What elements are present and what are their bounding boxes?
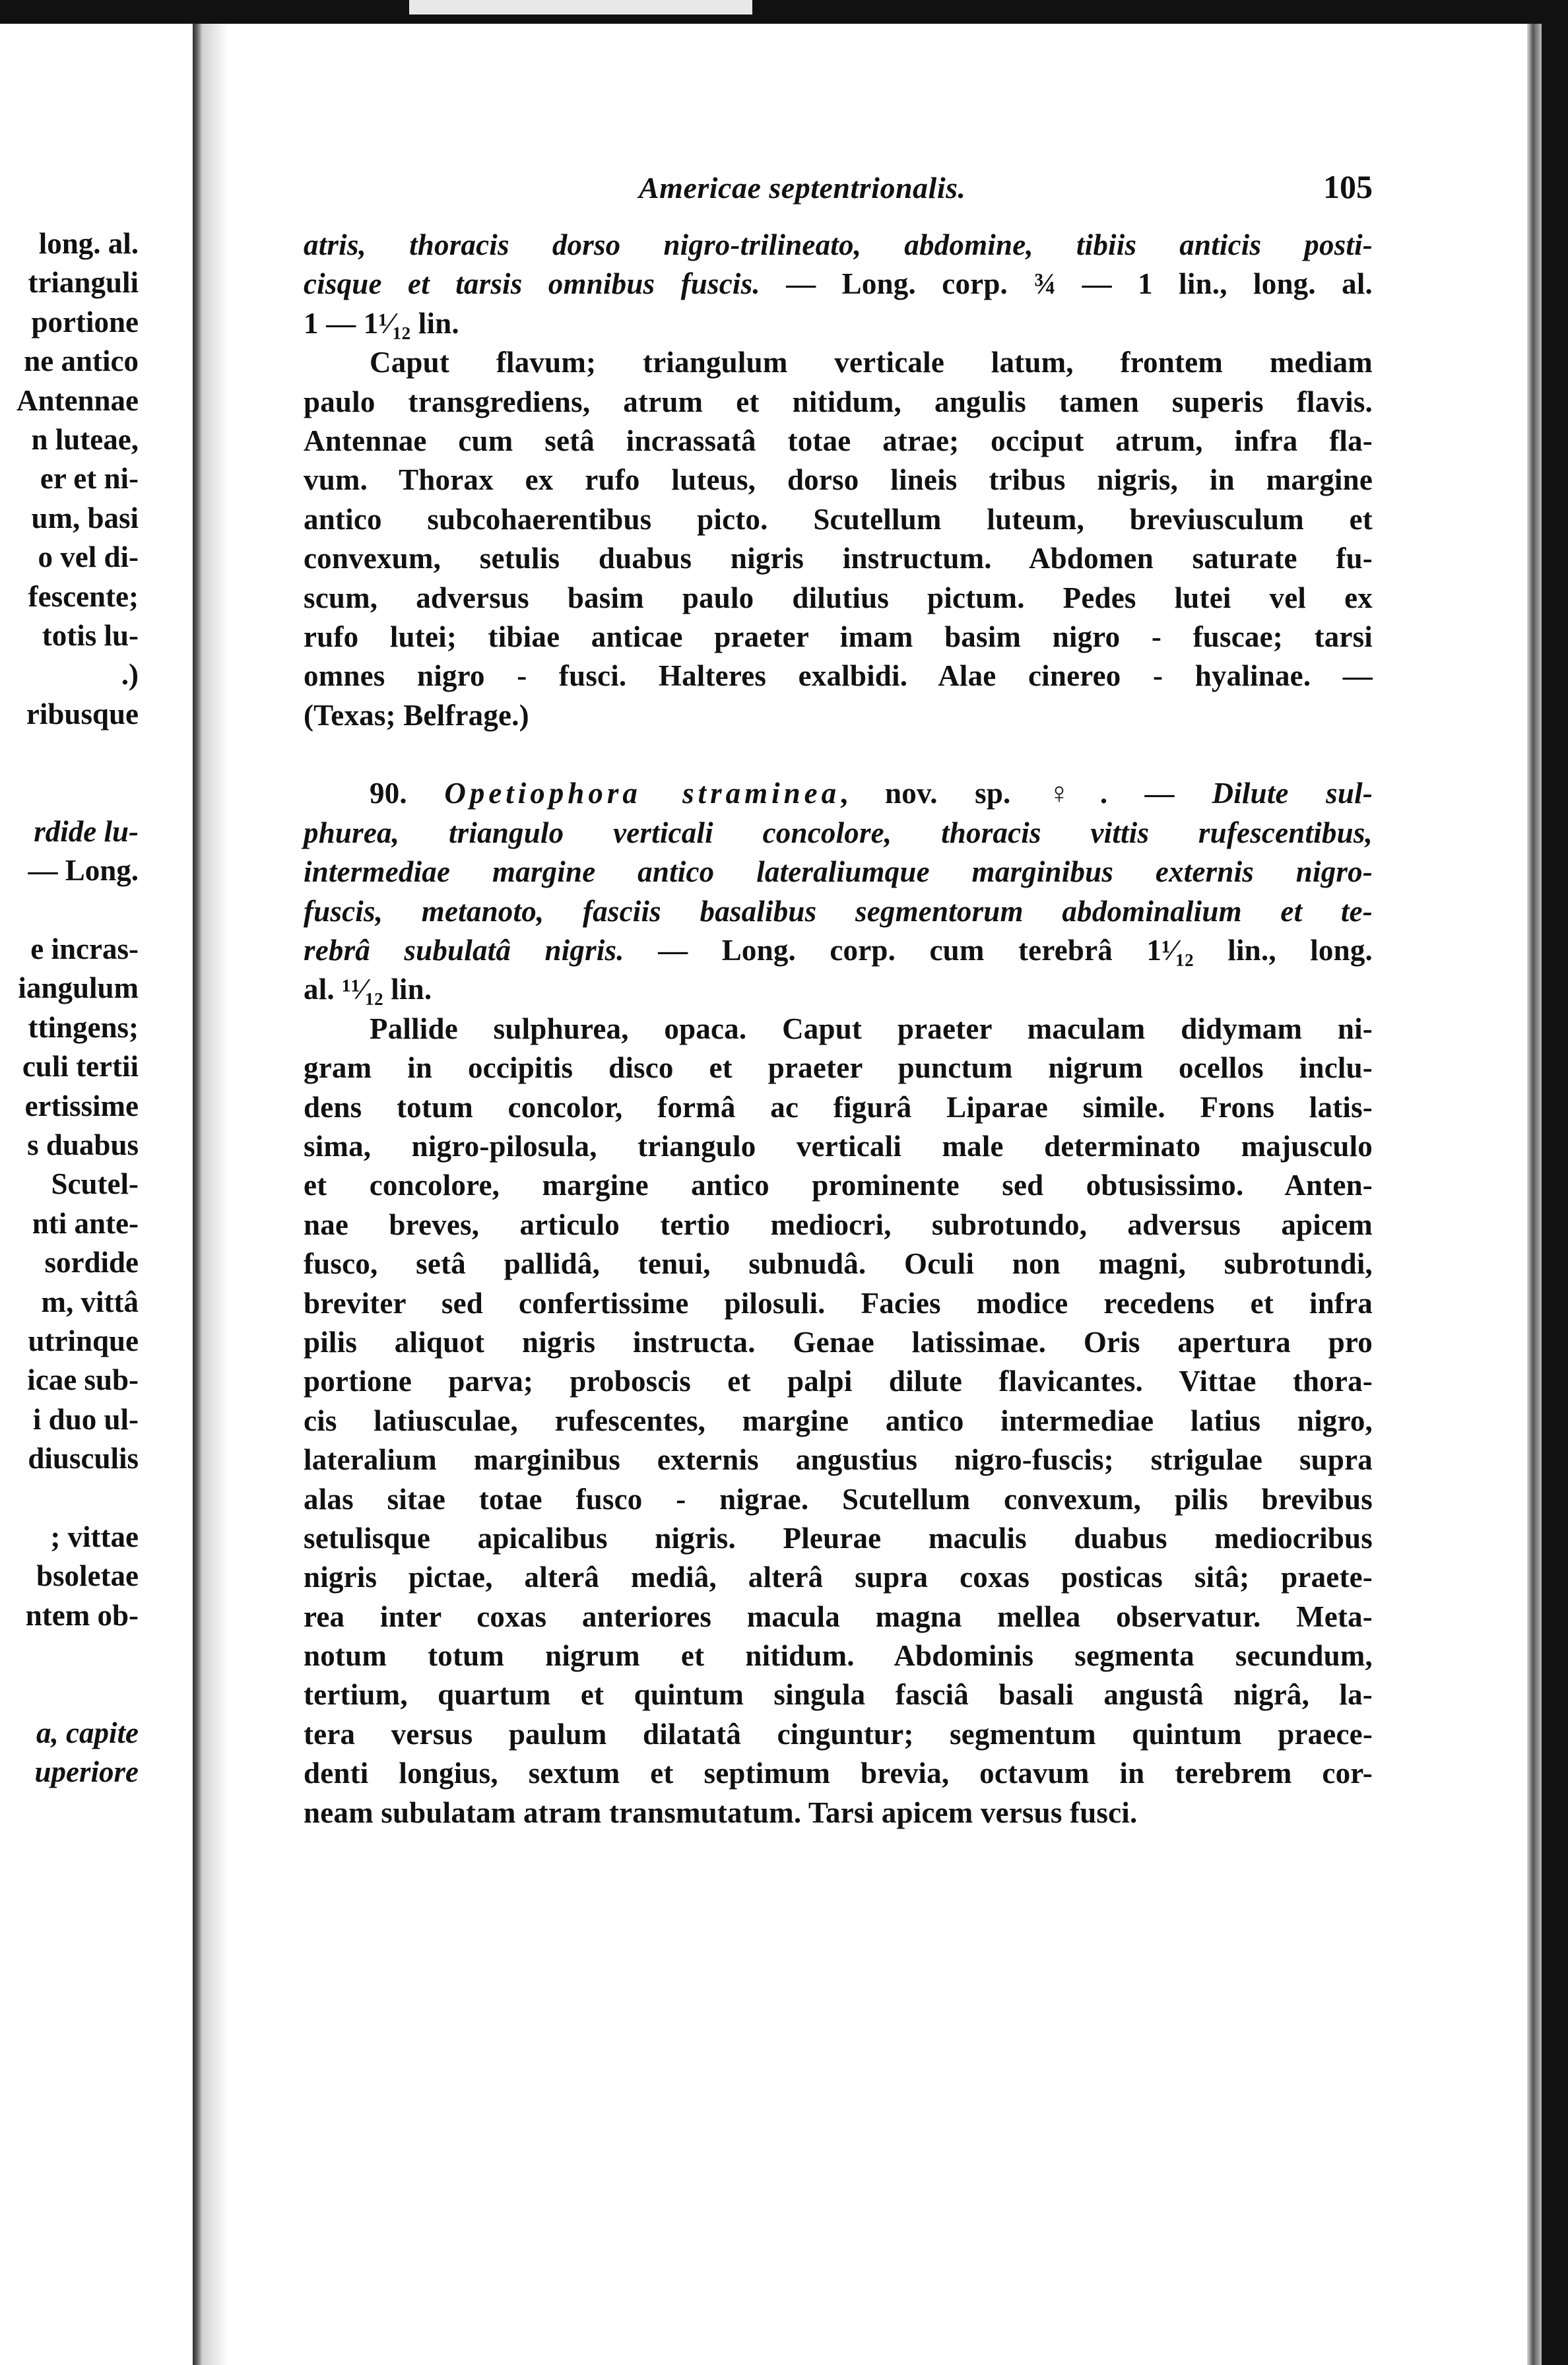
spine-shadow xyxy=(202,24,228,2365)
description-line: alas sitae totae fusco - nigrae. Scutellum convexum, pilis brevibus xyxy=(304,1482,1373,1516)
left-fragment-line: icae sub- xyxy=(27,1363,139,1397)
description-line: gram in occipitis disco et praeter punctum nigrum ocellos inclu- xyxy=(304,1051,1373,1085)
description-line: pilis aliquot nigris instructa. Genae latissimae. Oris apertura pro xyxy=(304,1325,1373,1359)
left-fragment-line: ttingens; xyxy=(28,1010,139,1044)
species-name: Opetiophora straminea xyxy=(444,777,841,810)
right-scan-border xyxy=(1542,0,1568,2365)
left-fragment-line: long. al. xyxy=(38,227,139,260)
species-heading xyxy=(304,774,1373,813)
page-number: 105 xyxy=(1323,168,1373,205)
description-line: omnes nigro - fusci. Halteres exalbidi. Alae cinereo - hyalinae. — xyxy=(304,659,1373,693)
page-right-edge xyxy=(1527,24,1542,2365)
diagnosis-line: atris, thoracis dorso nigro-trilineato, abdomine, tibiis anticis posti- xyxy=(304,228,1373,261)
left-fragment-line xyxy=(0,773,139,812)
left-fragment-line: sordide xyxy=(44,1246,139,1280)
description-line: Antennae cum setâ incrassatâ totae atrae; occiput atrum, infra fla- xyxy=(304,424,1373,457)
left-fragment-line: i duo ul- xyxy=(32,1402,139,1436)
left-fragment-line: s duabus xyxy=(27,1128,139,1161)
left-fragment-line: ertissime xyxy=(24,1089,139,1122)
description-line: neam subulatam atram transmutatum. Tarsi apicem versus fusci. xyxy=(304,1796,1138,1829)
left-fragment-line: uperiore xyxy=(34,1755,139,1789)
left-fragment-line: n luteae, xyxy=(31,422,139,456)
description-line: tera versus paulum dilatatâ cinguntur; segmentum quintum praece- xyxy=(304,1717,1373,1751)
description-line: nigris pictae, alterâ mediâ, alterâ supra coxas posticas sitâ; praete- xyxy=(304,1561,1373,1594)
description-line: cis latiusculae, rufescentes, margine antico intermediae latius nigro, xyxy=(304,1404,1373,1437)
left-fragment-line: ntem ob- xyxy=(25,1598,139,1632)
left-fragment-line xyxy=(0,1479,139,1518)
left-fragment-line: fescente; xyxy=(28,579,139,613)
top-scan-border xyxy=(0,0,1568,24)
top-scan-gap xyxy=(409,0,752,15)
description-line: notum totum nigrum et nitidum. Abdominis segmenta secundum, xyxy=(304,1639,1373,1673)
description-line: lateralium marginibus externis angustius nigro-fuscis; strigulae supra xyxy=(304,1443,1373,1477)
left-fragment-line: portione xyxy=(31,305,139,339)
diagnosis-line: intermediae margine antico lateraliumque marginibus externis nigro- xyxy=(304,855,1373,889)
diagnosis-measure: — Long. corp. cum terebrâ 1¹⁄₁₂ lin., long. xyxy=(624,934,1373,967)
left-fragment-line: totis lu- xyxy=(42,618,139,652)
paragraph-gap xyxy=(304,735,1373,774)
left-fragment-line: ribusque xyxy=(26,697,139,730)
left-fragment-line: um, basi xyxy=(31,501,139,535)
diagnosis-line xyxy=(304,265,1373,304)
diagnosis-italic: cisque et tarsis omnibus fuscis. xyxy=(304,267,760,301)
left-fragment-line: utrinque xyxy=(28,1324,139,1357)
left-fragment-line: ne antico xyxy=(24,344,139,378)
species-sex: ♀. xyxy=(1047,777,1108,810)
left-fragment-line: trianguli xyxy=(28,266,139,300)
description-line: paulo transgrediens, atrum et nitidum, angulis tamen superis flavis. xyxy=(304,385,1373,418)
description-line: portione parva; proboscis et palpi dilute flavicantes. Vittae thora- xyxy=(304,1365,1373,1398)
diagnosis-italic: rebrâ subulatâ nigris. xyxy=(304,934,624,967)
description-line: fusco, setâ pallidâ, tenui, subnudâ. Oculi non magni, subrotundi, xyxy=(304,1247,1373,1281)
description-line: Pallide sulphurea, opaca. Caput praeter maculam didymam ni- xyxy=(370,1012,1373,1045)
description-line: et concolore, margine antico prominente sed obtusissimo. Anten- xyxy=(304,1169,1373,1202)
diagnosis-measure: — Long. corp. ¾ — 1 lin., long. al. xyxy=(760,267,1373,301)
species-status: , nov. sp. xyxy=(840,777,1011,810)
book-spine xyxy=(193,24,202,2365)
description-line: setulisque apicalibus nigris. Pleurae maculis duabus mediocribus xyxy=(304,1521,1373,1555)
description-line: sima, nigro-pilosula, triangulo verticali male determinato majusculo xyxy=(304,1129,1373,1163)
left-fragment-line xyxy=(0,891,139,930)
diagnosis-line: phurea, triangulo verticali concolore, thoracis vittis rufescentibus, xyxy=(304,816,1373,849)
description-line: Caput flavum; triangulum verticale latum, frontem mediam xyxy=(370,346,1373,379)
left-fragment-line: e incras- xyxy=(30,932,139,966)
running-head: Americae septentrionalis. xyxy=(639,171,966,205)
species-number: 90. xyxy=(370,777,407,810)
description-line: breviter sed confertissime pilosuli. Facies modice recedens et infra xyxy=(304,1286,1373,1320)
left-fragment-line: nti ante- xyxy=(32,1206,139,1240)
left-fragment-line: Antennae xyxy=(16,383,139,417)
left-fragment-line: iangulum xyxy=(18,971,139,1005)
left-page-fragment xyxy=(0,224,139,1792)
diagnosis-line: fuscis, metanoto, fasciis basalibus segmentorum abdominalium et te- xyxy=(304,894,1373,928)
left-fragment-line: o vel di- xyxy=(38,540,139,574)
left-fragment-line: ; vittae xyxy=(50,1520,139,1553)
diagnosis-line xyxy=(304,931,1373,970)
left-fragment-line: Scutel- xyxy=(51,1167,139,1201)
page-header xyxy=(639,170,1373,216)
body-text xyxy=(304,226,1373,1832)
description-line: dens totum concolor, formâ ac figurâ Liparae simile. Frons latis- xyxy=(304,1090,1373,1124)
left-fragment-line xyxy=(0,734,139,773)
description-line: convexum, setulis duabus nigris instructum. Abdomen saturate fu- xyxy=(304,542,1373,575)
diagnosis-measure-line: 1 — 1¹⁄₁₂ lin. xyxy=(304,306,459,340)
description-line: nae breves, articulo tertio mediocri, subrotundo, adversus apicem xyxy=(304,1208,1373,1241)
left-fragment-line: bsoletae xyxy=(36,1559,139,1593)
locality-line: (Texas; Belfrage.) xyxy=(304,698,529,732)
description-line: rufo lutei; tibiae anticae praeter imam basim nigro - fuscae; tarsi xyxy=(304,620,1373,653)
left-fragment-line xyxy=(0,1674,139,1713)
left-fragment-line: rdide lu- xyxy=(34,814,139,848)
description-line: tertium, quartum et quintum singula fasciâ basali angustâ nigrâ, la- xyxy=(304,1678,1373,1712)
description-line: rea inter coxas anteriores macula magna mellea observatur. Meta- xyxy=(304,1600,1373,1633)
left-fragment-line: culi tertii xyxy=(22,1050,139,1084)
description-line: antico subcohaerentibus picto. Scutellum luteum, breviusculum et xyxy=(304,502,1373,536)
left-fragment-line: m, vittâ xyxy=(41,1285,139,1318)
left-fragment-line: er et ni- xyxy=(40,462,139,496)
description-line: vum. Thorax ex rufo luteus, dorso lineis tribus nigris, in margine xyxy=(304,463,1373,497)
diagnosis-start: — Dilute sul- xyxy=(1144,777,1373,810)
left-fragment-line: — Long. xyxy=(28,854,139,888)
left-fragment-line: diusculis xyxy=(28,1442,139,1475)
description-line: scum, adversus basim paulo dilutius pictum. Pedes lutei vel ex xyxy=(304,581,1373,614)
description-line: denti longius, sextum et septimum brevia, octavum in terebrem cor- xyxy=(304,1757,1373,1790)
left-fragment-line xyxy=(0,1635,139,1674)
left-fragment-line: .) xyxy=(121,658,139,692)
left-fragment-line: a, capite xyxy=(36,1716,139,1749)
wing-length-line: al. ¹¹⁄₁₂ lin. xyxy=(304,973,432,1006)
